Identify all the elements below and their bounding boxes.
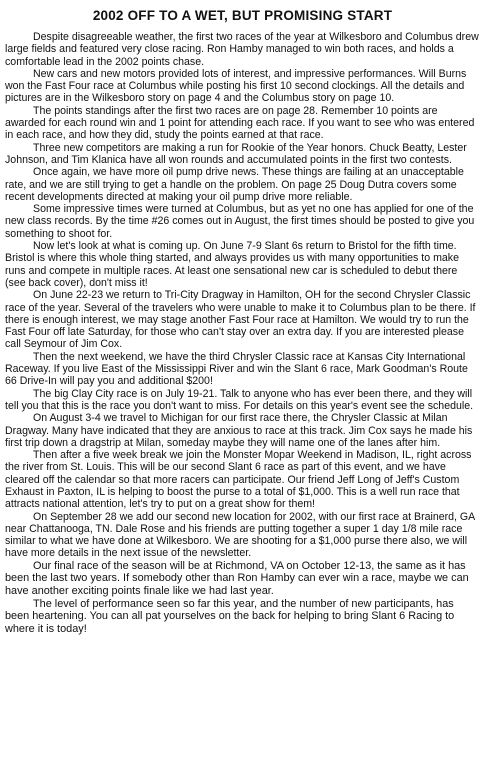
paragraph: The big Clay City race is on July 19-21. Talk to anyone who has ever been there, and they will tell you that this is the race you don't want to miss. For details on this year's event see the schedule. — [5, 387, 474, 412]
paragraph: Now let's look at what is coming up. On June 7-9 Slant 6s return to Bristol for the fifth time. Bristol is where this whole thing started, and always provides us with many opportunities to make runs and compete in multiple races. At least one sensational new car is scheduled to debut there (see back cover), don't miss it! — [5, 240, 459, 289]
paragraph: Then the next weekend, we have the third Chrysler Classic race at Kansas City International Raceway. If you live East of the Mississippi River and win the Slant 6 race, Mark Goodman's Route 66 Drive-In will pay you and additional $200! — [5, 350, 468, 388]
paragraph: On September 28 we add our second new location for 2002, with our first race at Brainerd, GA near Chattanooga, TN. Dale Rose and his friends are putting together a super 1 day 1/8 mile race similar to what we have done at Wilkesboro. We are shooting for a $1,000 purse there also, we will have more details in the next issue of the newsletter. — [5, 510, 475, 560]
paragraph: Some impressive times were turned at Columbus, but as yet no one has applied for one of the new class records. By the time #26 comes out in August, the first times should be posted to give you something to shoot for. — [5, 203, 475, 240]
paragraph: On June 22-23 we return to Tri-City Dragway in Hamilton, OH for the second Chrysler Classic race of the year. Several of the travelers who were unable to make it to Columbus plan to be there. If there is enough interest, we may stage another Fast Four race at Hamilton. We would try to run the Fast Four off late Saturday, for those who can't stay over an extra day. If you are interested please call Seymour of Jim Cox. — [5, 289, 476, 351]
paragraph: Our final race of the season will be at Richmond, VA on October 12-13, the same as it has been the last two years. If somebody other than Ron Hamby can ever win a race, maybe we can have another exciting points finale like we had last year. — [5, 559, 469, 597]
paragraph: Three new competitors are making a run for Rookie of the Year honors. Chuck Beatty, Lester Johnson, and Tim Klanica have all won rounds and accumulated points in the first two contests. — [5, 141, 467, 166]
paragraph: Then after a five week break we join the Monster Mopar Weekend in Madison, IL, right across the river from St. Louis. This will be our second Slant 6 race as part of this event, and we have cleared off the calendar so that more racers can participate. Our friend Jeff Long of Jeff's Custom Exhaust in Paxton, IL is helping to boost the purse to a total of $1,000. This is a well run race that attracts national attention, let's try to put on a great show for them! — [5, 449, 472, 511]
paragraph: On August 3-4 we travel to Michigan for our first race there, the Chrysler Classic at Milan Dragway. Many have indicated that they are anxious to race at this track. Jim Cox says he made his first trip down a dragstrip at Milan, someday maybe they will name one of the lanes after him. — [5, 412, 473, 449]
paragraph: New cars and new motors provided lots of interest, and impressive performances. Will Burns won the Fast Four race at Columbus while posting his first 10 second clockings. All the details and pictures are in the Wilkesboro story on page 4 and the Columbus story on page 10. — [5, 67, 467, 105]
paragraph: Once again, we have more oil pump drive news. These things are failing at an unacceptable rate, and we are still trying to get a handle on the problem. On page 25 Doug Dutra covers some recent developments directed at making your oil pump drive more reliable. — [5, 166, 464, 203]
article-title: 2002 OFF TO A WET, BUT PROMISING START — [92, 8, 393, 23]
paragraph: Despite disagreeable weather, the first two races of the year at Wilkesboro and Columbus drew large fields and featured very close racing. Ron Hamby managed to win both races, and holds a comfortable lead in the 2002 points chase. — [5, 31, 479, 68]
article-body — [5, 31, 480, 635]
paragraph: The level of performance seen so far this year, and the number of new participants, has been heartening. You can all pat yourselves on the back for helping to bring Slant 6 Racing to where it is today! — [5, 597, 455, 635]
paragraph: The points standings after the first two races are on page 28. Remember 10 points are awarded for each round win and 1 point for attending each race. If you want to see who was entered in each race, and how they did, study the points earned at that race. — [5, 104, 475, 142]
